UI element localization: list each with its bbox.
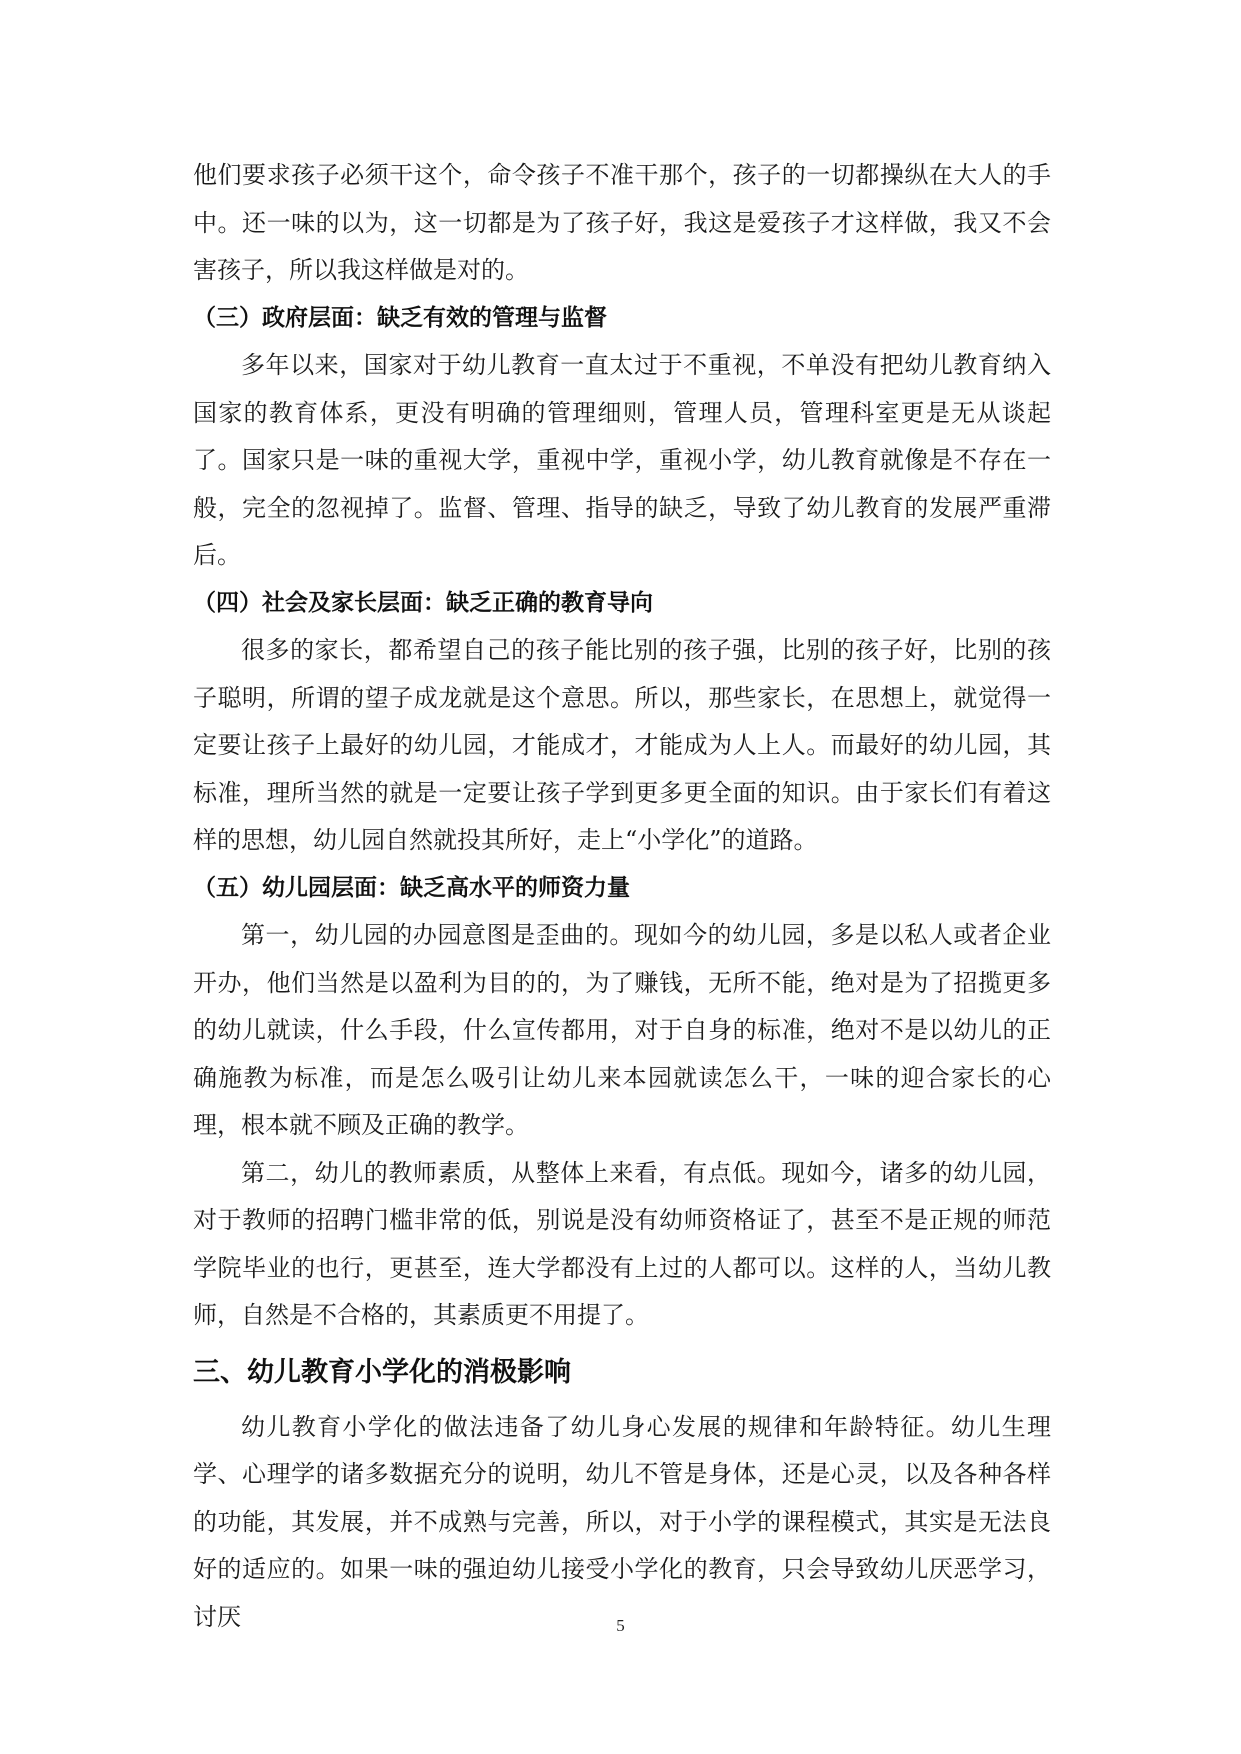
section-subheading: （四）社会及家长层面：缺乏正确的教育导向 <box>193 589 653 616</box>
paragraph: 他们要求孩子必须干这个，命令孩子不准干那个，孩子的一切都操纵在大人的手中。还一味的以为，这一切都是为了孩子好，我这是爱孩子才这样做，我又不会害孩子，所以我这样做是对的。 <box>193 161 1051 284</box>
section-subheading: （五）幼儿园层面：缺乏高水平的师资力量 <box>193 874 630 901</box>
paragraph: 第二，幼儿的教师素质，从整体上来看，有点低。现如今，诸多的幼儿园，对于教师的招聘门槛非常的低，别说是没有幼师资格证了，甚至不是正规的师范学院毕业的也行，更甚至，连大学都没有上过的人都可以。这样的人，当幼儿教师，自然是不合格的，其素质更不用提了。 <box>193 1158 1051 1329</box>
page-body <box>193 152 1051 1641</box>
paragraph: 第一，幼儿园的办园意图是歪曲的。现如今的幼儿园，多是以私人或者企业开办，他们当然是以盈利为目的的，为了赚钱，无所不能，绝对是为了招揽更多的幼儿就读，什么手段，什么宣传都用，对于自身的标准，绝对不是以幼儿的正确施教为标准，而是怎么吸引让幼儿来本园就读怎么干，一味的迎合家长的心理，根本就不顾及正确的教学。 <box>193 921 1051 1139</box>
paragraph: 幼儿教育小学化的做法违备了幼儿身心发展的规律和年龄特征。幼儿生理学、心理学的诸多数据充分的说明，幼儿不管是身体，还是心灵，以及各种各样的功能，其发展，并不成熟与完善，所以，对于小学的课程模式，其实是无法良好的适应的。如果一味的强迫幼儿接受小学化的教育，只会导致幼儿厌恶学习，讨厌 <box>193 1412 1051 1631</box>
paragraph: 很多的家长，都希望自己的孩子能比别的孩子强，比别的孩子好，比别的孩子聪明，所谓的望子成龙就是这个意思。所以，那些家长，在思想上，就觉得一定要让孩子上最好的幼儿园，才能成才，才能成为人上人。而最好的幼儿园，其标准，理所当然的就是一定要让孩子学到更多更全面的知识。由于家长们有着这样的思想，幼儿园自然就投其所好，走上“小学化”的道路。 <box>193 636 1051 854</box>
section-subheading: （三）政府层面：缺乏有效的管理与监督 <box>193 304 607 331</box>
paragraph: 多年以来，国家对于幼儿教育一直太过于不重视，不单没有把幼儿教育纳入国家的教育体系，更没有明确的管理细则，管理人员，管理科室更是无从谈起了。国家只是一味的重视大学，重视中学，重视小学，幼儿教育就像是不存在一般，完全的忽视掉了。监督、管理、指导的缺乏，导致了幼儿教育的发展严重滞后。 <box>193 351 1051 569</box>
page-number: 5 <box>616 1616 625 1635</box>
section-heading: 三、幼儿教育小学化的消极影响 <box>193 1356 571 1388</box>
